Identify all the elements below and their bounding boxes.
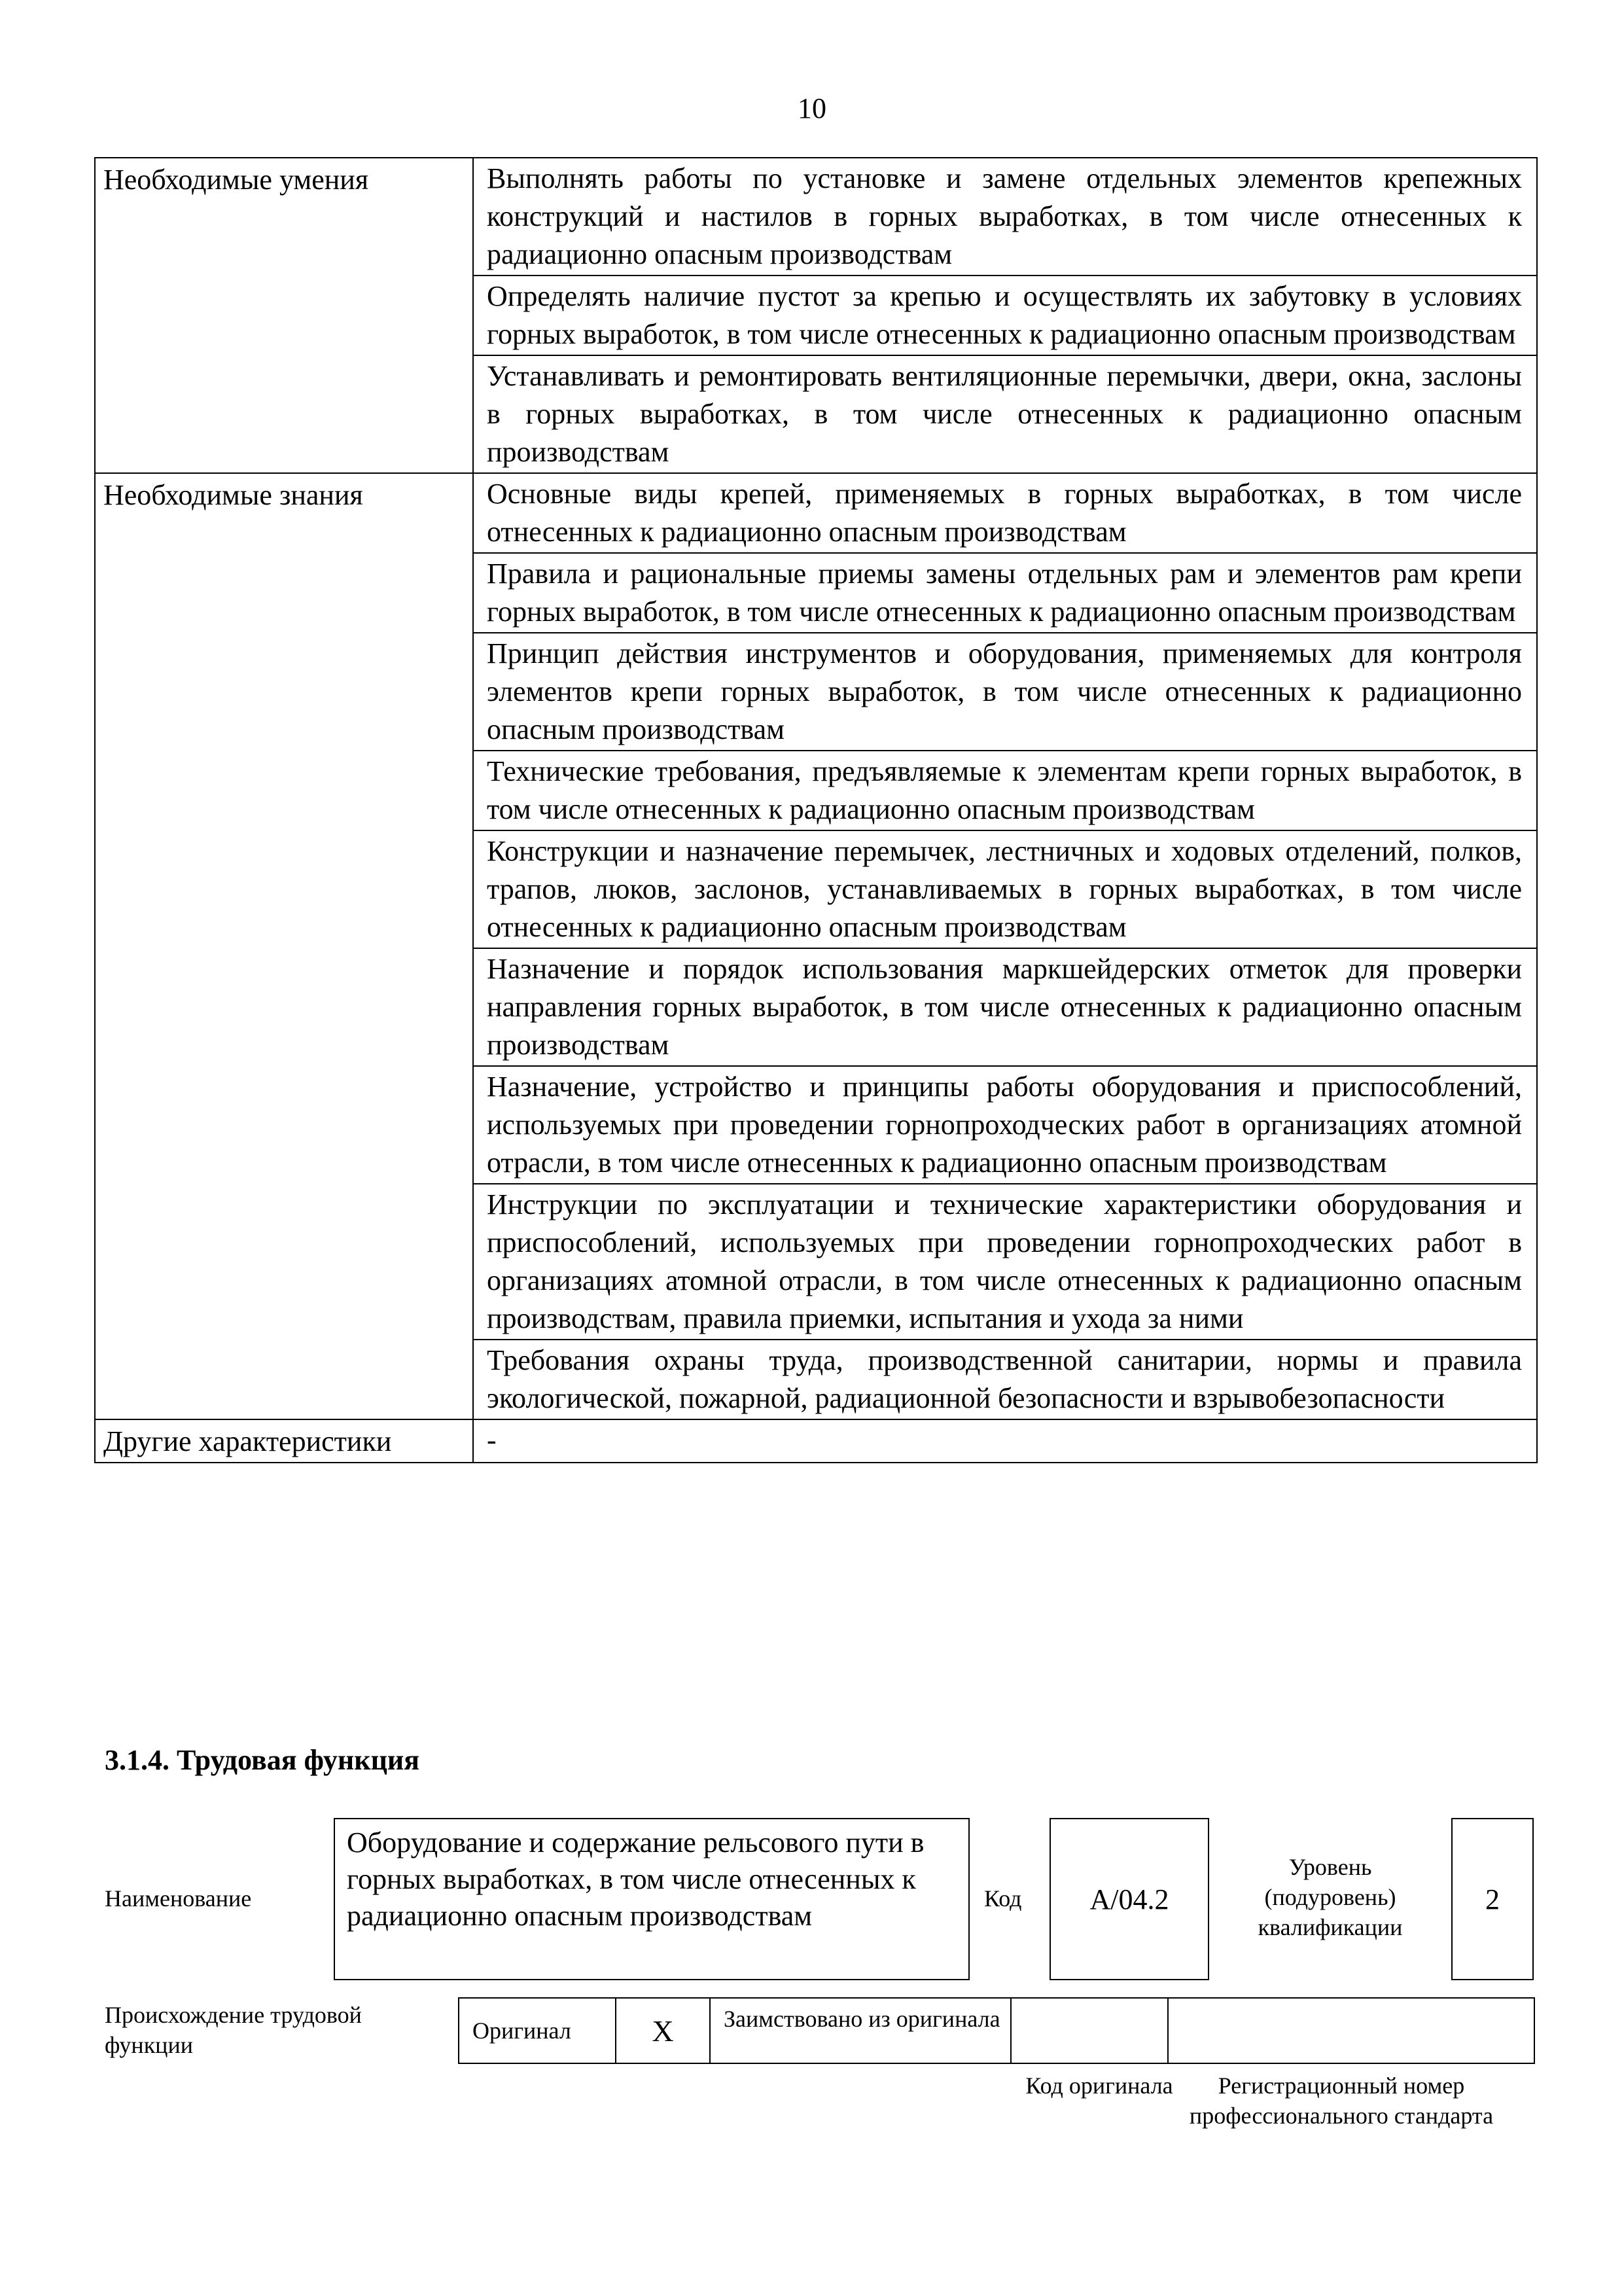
reg-number-caption: Регистрационный номер профессионального стандарта [1189, 2073, 1494, 2129]
registration-number-cell [1169, 1999, 1534, 2063]
requirements-table [94, 157, 1538, 1463]
function-code-value: A/04.2 [1050, 1818, 1209, 1980]
original-mark: X [616, 1999, 711, 2063]
original-code-cell [1012, 1999, 1169, 2063]
requirement-label: Необходимые знания [95, 473, 473, 1419]
requirement-item: Назначение, устройство и принципы работы оборудования и приспособлений, используемых при проведении горнопроходческих работ в организациях атомной отрасли, в том числе отнесенных к радиационно опасным производствам [473, 1066, 1537, 1184]
origin-label: Происхождение трудовой функции [105, 2002, 362, 2058]
requirement-label: Другие характеристики [95, 1419, 473, 1463]
code-original-caption: Код оригинала [1025, 2073, 1173, 2099]
borrowed-label: Заимствовано из оригинала [711, 1999, 1012, 2063]
requirement-item: Выполнять работы по установке и замене отдельных элементов крепежных конструкций и настилов в горных выработках, в том числе отнесенных к радиационно опасным производствам [473, 158, 1537, 276]
requirement-item: Принцип действия инструментов и оборудования, применяемых для контроля элементов крепи горных выработок, в том числе отнесенных к радиационно опасным производствам [473, 633, 1537, 751]
requirement-item: Устанавливать и ремонтировать вентиляционные перемычки, двери, окна, заслоны в горных выработках, в том числе отнесенных к радиационно опасным производствам [473, 355, 1537, 473]
requirement-item: Инструкции по эксплуатации и технические характеристики оборудования и приспособлений, используемых при проведении горнопроходческих работ в организациях атомной отрасли, в том числе отнесенных к радиационно опасным производствам, правила приемки, испытания и ухода за ними [473, 1184, 1537, 1340]
requirement-item: Технические требования, предъявляемые к элементам крепи горных выработок, в том числе отнесенных к радиационно опасным производствам [473, 751, 1537, 830]
name-label: Наименование [105, 1885, 252, 1912]
requirement-item: Назначение и порядок использования маркшейдерских отметок для проверки направления горных выработок, в том числе отнесенных к радиационно опасным производствам [473, 948, 1537, 1066]
original-label: Оригинал [459, 1999, 616, 2063]
requirement-item: Определять наличие пустот за крепью и осуществлять их забутовку в условиях горных выработок, в том числе отнесенных к радиационно опасным производствам [473, 276, 1537, 355]
table-row [95, 473, 1537, 553]
requirement-item: - [473, 1419, 1537, 1463]
table-row [95, 1419, 1537, 1463]
requirement-label: Необходимые умения [95, 158, 473, 473]
level-value: 2 [1451, 1818, 1534, 1980]
page-number: 10 [798, 92, 826, 124]
level-label: Уровень (подуровень) квалификации [1258, 1854, 1403, 1940]
section-heading: 3.1.4. Трудовая функция [105, 1744, 420, 1776]
table-row [95, 158, 1537, 276]
origin-row [458, 1997, 1535, 2064]
requirement-item: Конструкции и назначение перемычек, лестничных и ходовых отделений, полков, трапов, люков, заслонов, устанавливаемых в горных выработках, в том числе отнесенных к радиационно опасным производствам [473, 830, 1537, 948]
requirement-item: Требования охраны труда, производственной санитарии, нормы и правила экологической, пожарной, радиационной безопасности и взрывобезопасности [473, 1340, 1537, 1419]
requirement-item: Правила и рациональные приемы замены отдельных рам и элементов рам крепи горных выработок, в том числе отнесенных к радиационно опасным производствам [473, 553, 1537, 633]
function-name-value: Оборудование и содержание рельсового пути в горных выработках, в том числе отнесенных к радиационно опасным производствам [334, 1818, 970, 1980]
code-label: Код [984, 1885, 1022, 1912]
requirement-item: Основные виды крепей, применяемых в горных выработках, в том числе отнесенных к радиационно опасным производствам [473, 473, 1537, 553]
